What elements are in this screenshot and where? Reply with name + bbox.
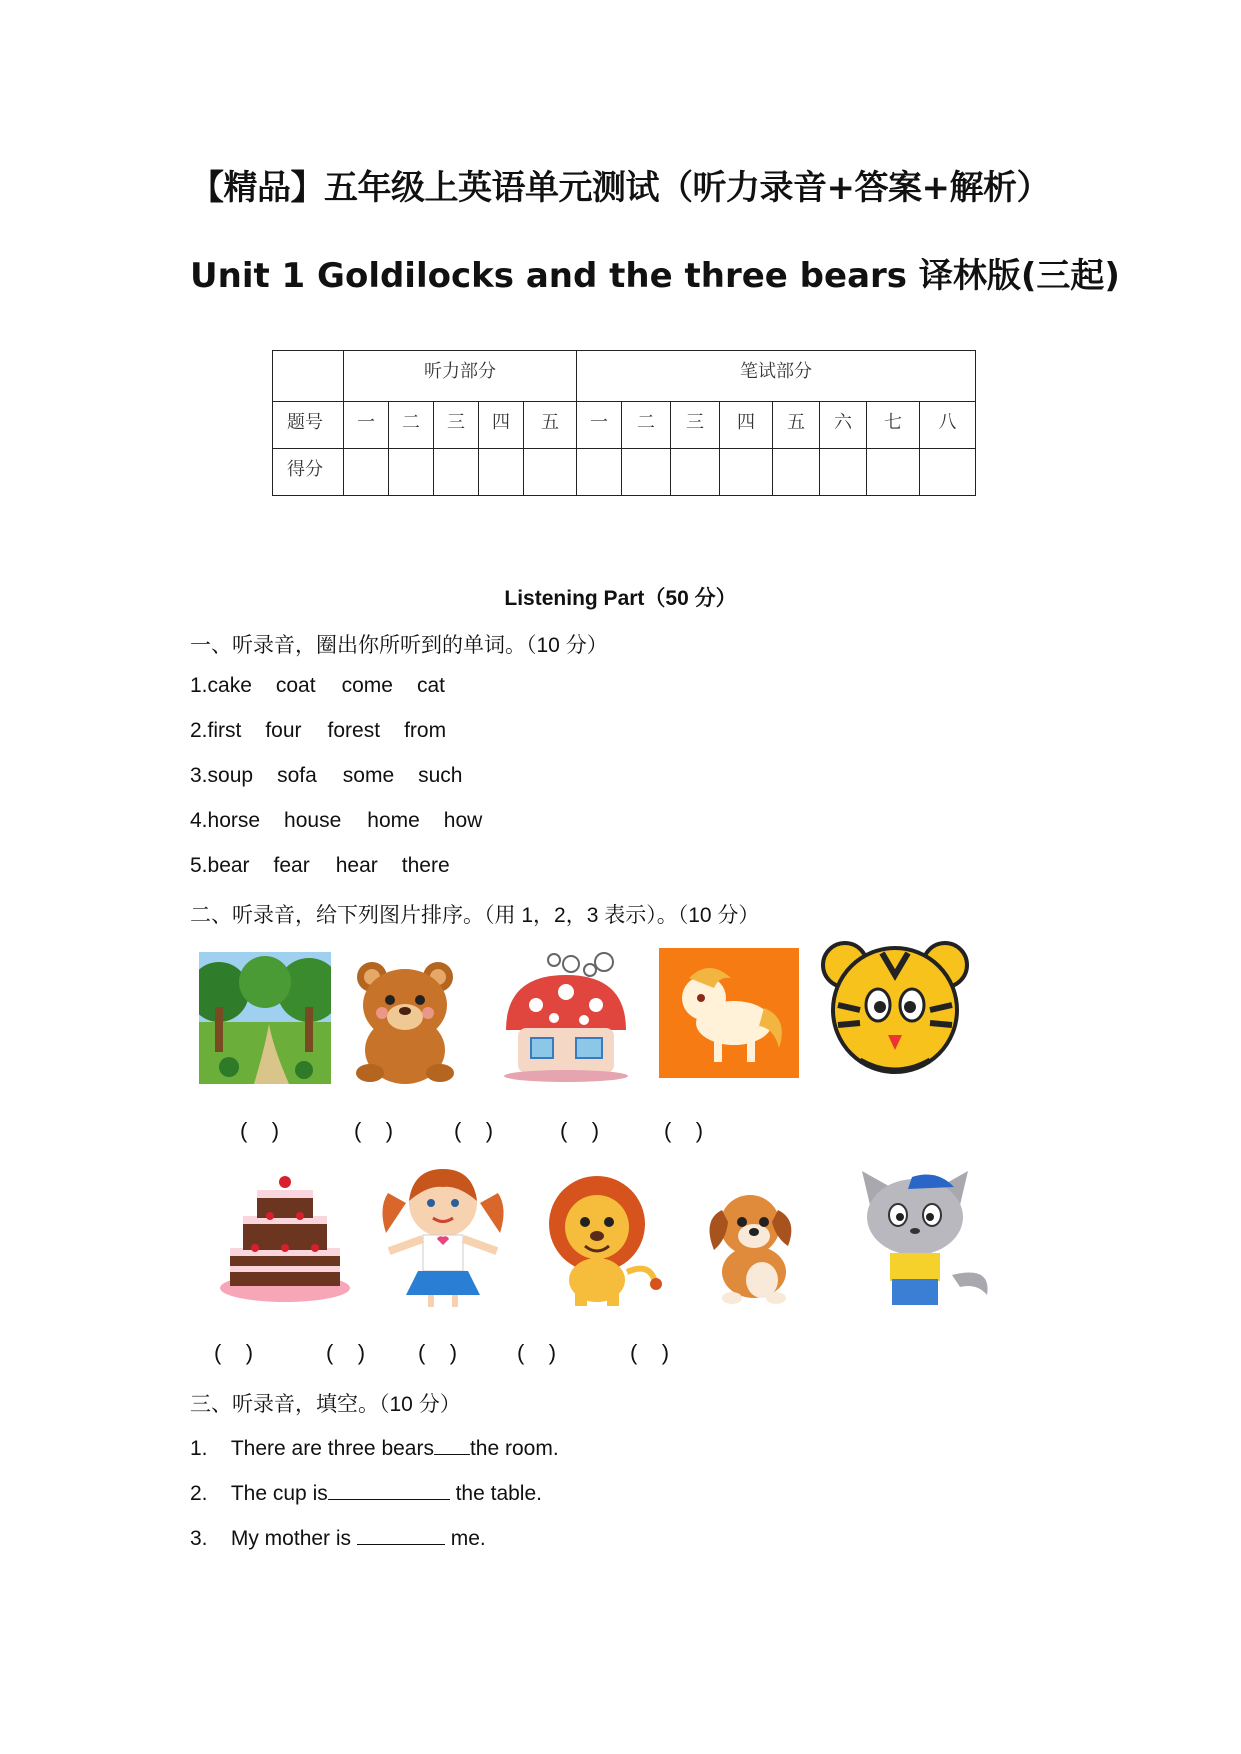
q1-item: [190, 719, 446, 743]
fill-blank[interactable]: [328, 1479, 450, 1500]
girl-picture: [368, 1163, 518, 1313]
q1-item: [190, 809, 482, 833]
score-cell: [344, 449, 389, 496]
q3-item: [190, 1479, 542, 1506]
word-option: hear: [335, 854, 378, 877]
listening-number: 二: [389, 402, 434, 449]
listening-number: 五: [524, 402, 577, 449]
score-cell: [577, 449, 622, 496]
score-cell: [820, 449, 867, 496]
word-option: four: [265, 719, 302, 742]
writing-number: 八: [920, 402, 976, 449]
answer-paren: ( ): [560, 1118, 600, 1143]
word-option: such: [418, 764, 463, 787]
forest-picture: [199, 952, 331, 1084]
score-table: [272, 350, 976, 496]
word-option: sofa: [277, 764, 317, 787]
word-option: there: [401, 854, 450, 877]
word-option: 1.cake: [190, 674, 252, 697]
score-cell: [867, 449, 920, 496]
answer-paren: ( ): [240, 1118, 280, 1143]
answer-paren: ( ): [354, 1118, 394, 1143]
sentence-start: There are three bears: [230, 1437, 434, 1460]
sentence-end: the room.: [469, 1437, 559, 1460]
word-option: from: [404, 719, 447, 742]
sentence-start: My mother is: [230, 1527, 357, 1550]
word-option: 4.horse: [190, 809, 261, 832]
cat-picture: [842, 1165, 1002, 1315]
sentence-end: me.: [444, 1527, 486, 1550]
answer-paren: ( ): [418, 1340, 458, 1365]
listening-number: 一: [344, 402, 389, 449]
listening-part-title: Listening Part（50 分）: [504, 587, 737, 610]
score-table-corner: [273, 351, 344, 402]
fill-blank[interactable]: [357, 1524, 445, 1545]
item-number: 2.: [190, 1482, 208, 1505]
score-cell: [920, 449, 976, 496]
word-option: coat: [275, 674, 316, 697]
horse-picture: [659, 948, 799, 1078]
writing-number: 七: [867, 402, 920, 449]
answer-paren: ( ): [214, 1340, 254, 1365]
q1-item: [190, 674, 445, 698]
listening-number: 三: [434, 402, 479, 449]
writing-number: 四: [720, 402, 773, 449]
score-cell: [524, 449, 577, 496]
score-cell: [671, 449, 720, 496]
unit-title: Unit 1 Goldilocks and the three bears 译林版(三起): [190, 256, 1120, 296]
q1-heading: 一、听录音，圈出你所听到的单词。（10 分）: [190, 634, 608, 657]
listening-number: 四: [479, 402, 524, 449]
writing-number: 六: [820, 402, 867, 449]
score-cell: [389, 449, 434, 496]
question-number-label: 题号: [273, 402, 344, 449]
writing-number: 一: [577, 402, 622, 449]
score-cell: [622, 449, 671, 496]
word-option: 3.soup: [190, 764, 254, 787]
q1-item: [190, 854, 450, 878]
fill-blank[interactable]: [434, 1434, 470, 1455]
q3-item: [190, 1524, 486, 1551]
sentence-start: The cup is: [230, 1482, 328, 1505]
word-option: come: [341, 674, 393, 697]
listening-part-header: 听力部分: [344, 351, 577, 402]
bear-picture: [340, 955, 470, 1085]
word-option: some: [342, 764, 395, 787]
writing-number: 二: [622, 402, 671, 449]
score-label: 得分: [273, 449, 344, 496]
q3-heading: 三、听录音，填空。（10 分）: [190, 1393, 461, 1416]
word-option: 2.first: [190, 719, 242, 742]
word-option: forest: [327, 719, 381, 742]
tiger-picture: [820, 935, 970, 1080]
cake-picture: [215, 1168, 355, 1308]
answer-paren: ( ): [454, 1118, 494, 1143]
word-option: house: [284, 809, 342, 832]
item-number: 1.: [190, 1437, 208, 1460]
q3-item: [190, 1434, 559, 1461]
word-option: home: [367, 809, 420, 832]
score-cell: [479, 449, 524, 496]
score-cell: [773, 449, 820, 496]
word-option: cat: [416, 674, 445, 697]
answer-paren: ( ): [664, 1118, 704, 1143]
writing-number: 三: [671, 402, 720, 449]
answer-paren: ( ): [517, 1340, 557, 1365]
page-title: 【精品】五年级上英语单元测试（听力录音+答案+解析）: [190, 168, 1050, 208]
answer-paren: ( ): [326, 1340, 366, 1365]
q1-item: [190, 764, 462, 788]
word-option: fear: [273, 854, 310, 877]
word-option: 5.bear: [190, 854, 250, 877]
writing-number: 五: [773, 402, 820, 449]
item-number: 3.: [190, 1527, 208, 1550]
score-cell: [434, 449, 479, 496]
answer-paren: ( ): [630, 1340, 670, 1365]
mushroom-house-picture: [496, 950, 636, 1085]
dog-picture: [692, 1180, 817, 1305]
score-cell: [720, 449, 773, 496]
word-option: how: [443, 809, 483, 832]
sentence-end: the table.: [449, 1482, 542, 1505]
q2-heading: 二、听录音，给下列图片排序。（用 1，2，3 表示）。（10 分）: [190, 904, 760, 927]
lion-picture: [535, 1172, 670, 1307]
writing-part-header: 笔试部分: [577, 351, 976, 402]
